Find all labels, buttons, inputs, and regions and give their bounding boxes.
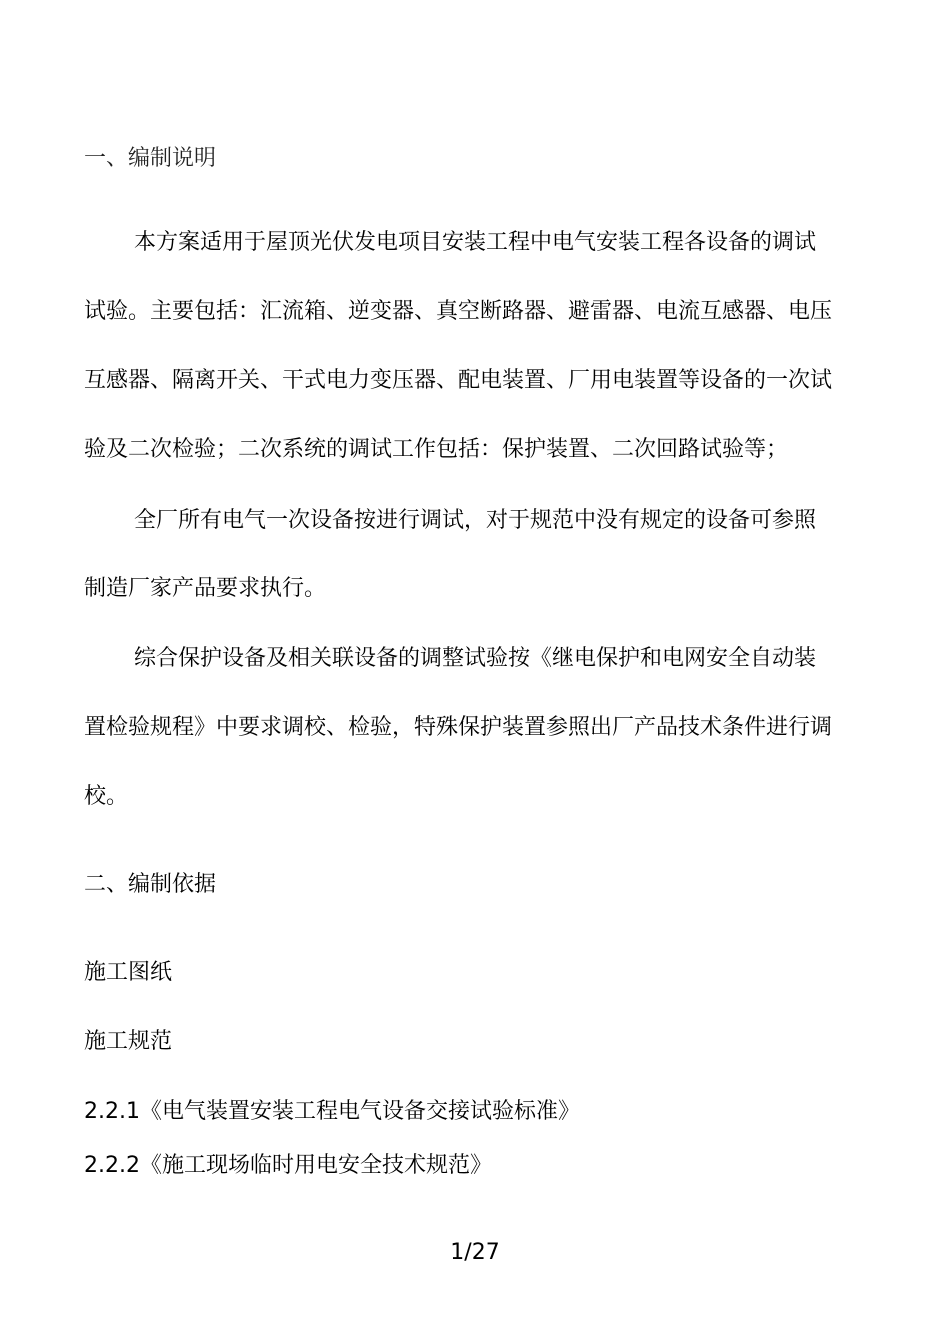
text-line: 置检验规程》中要求调校、检验，特殊保护装置参照出厂产品技术条件进行调 bbox=[84, 715, 833, 740]
list-item: 2.2.2《施工现场临时用电安全技术规范》 bbox=[84, 1153, 492, 1178]
text-line: 全厂所有电气一次设备按进行调试，对于规范中没有规定的设备可参照 bbox=[134, 508, 817, 533]
text-line: 互感器、隔离开关、干式电力变压器、配电装置、厂用电装置等设备的一次试 bbox=[84, 368, 833, 393]
page-number: 1/27 bbox=[450, 1240, 500, 1265]
text-line: 制造厂家产品要求执行。 bbox=[84, 576, 327, 601]
text-line: 验及二次检验；二次系统的调试工作包括：保护装置、二次回路试验等； bbox=[84, 437, 789, 462]
text-line: 校。 bbox=[84, 784, 129, 809]
list-item: 施工规范 bbox=[84, 1029, 173, 1054]
text-line: 综合保护设备及相关联设备的调整试验按《继电保护和电网安全自动装 bbox=[134, 646, 817, 671]
section-heading-2: 二、编制依据 bbox=[84, 872, 217, 897]
text-line: 试验。主要包括：汇流箱、逆变器、真空断路器、避雷器、电流互感器、电压 bbox=[84, 299, 833, 324]
list-item: 2.2.1《电气装置安装工程电气设备交接试验标准》 bbox=[84, 1099, 580, 1124]
section-heading-1: 一、编制说明 bbox=[84, 146, 217, 171]
list-item: 施工图纸 bbox=[84, 960, 173, 985]
text-line: 本方案适用于屋顶光伏发电项目安装工程中电气安装工程各设备的调试 bbox=[134, 230, 817, 255]
